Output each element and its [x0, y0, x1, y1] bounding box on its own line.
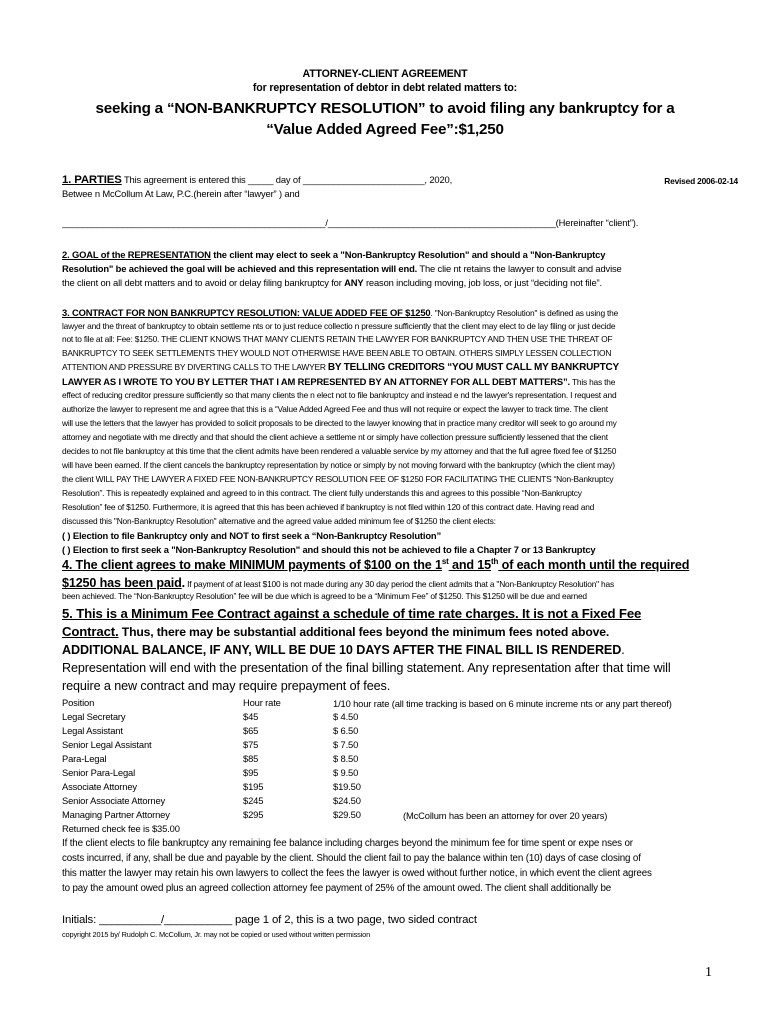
goal-text-3b: reason including moving, job loss, or just “deciding not file”. [363, 277, 602, 288]
rate-row-rate: $245 [243, 795, 264, 806]
closing-line-3: this matter the lawyer may retain his own lawyers to collect the fees the lawyer is owed without further notice, in which event the client agrees [62, 868, 652, 879]
rate-row-position: Legal Secretary [62, 711, 126, 722]
rate-row-position: Para-Legal [62, 753, 107, 764]
closing-line-4: to pay the amount owed plus an agreed collection attorney fee payment of 25% of the amount owed. The client shall additionally be [62, 883, 612, 894]
rate-row-tenth: $ 6.50 [333, 725, 359, 736]
parties-heading: 1. PARTIES [62, 174, 122, 186]
rate-head-note: 1/10 hour rate (all time tracking is based on 6 minute increme nts or any part thereof) [333, 698, 672, 709]
contract-line-6: effect of reducing creditor pressure sufficiently so that many clients the n elect not to file bankruptcy and instead e nd the lawyer's representation. I request and [62, 390, 617, 400]
rate-row-note: (McCollum has been an attorney for over 20 years) [403, 810, 608, 821]
client-name-line: ____________________________________________________/_____________________________________________(Hereinafter “client”). [62, 217, 639, 228]
additional-balance-line [62, 642, 738, 658]
goal-heading: 2. GOAL of the REPRESENTATION [62, 249, 211, 260]
rate-row-position: Senior Associate Attorney [62, 795, 166, 806]
rate-row-rate: $45 [243, 711, 259, 722]
parties-between: Betwee n McCollum At Law, P.C.(herein after “lawyer” ) and [62, 188, 300, 199]
payments-p1e: of each month until the required [498, 558, 690, 572]
headline-line-2: “Value Added Agreed Fee”:$1,250 [266, 121, 504, 138]
rate-row-rate: $195 [243, 781, 264, 792]
rate-row-tenth: $ 7.50 [333, 739, 359, 750]
contract-line-4a: ATTENTION AND PRESSURE BY DIVERTING CALLS TO THE LAWYER [62, 362, 328, 372]
payments-line-3: been achieved. The “Non-Bankruptcy Resolution” fee will be due which is agreed to be a “Minimum Fee” of $1250. This $1250 will be due and earned [62, 591, 587, 601]
rate-head-position: Position [62, 697, 95, 708]
goal-bold-2: Resolution" be achieved the goal will be achieved and this representation will end. [62, 263, 418, 274]
contract-line-10: decides to not file bankruptcy at this time that the client admits have been rendered a valuable service by my attorney and that the full agree fixed fee of $1250 [62, 446, 617, 456]
parties-line [62, 174, 738, 186]
payments-p2a: $1250 has been paid [62, 576, 182, 590]
contract-line-8: will use the letters that the lawyer has provided to solicit proposals to be directed to the lawyer knowing that in practice many creditor will seek to go around my [62, 418, 617, 428]
copyright-notice: copyright 2015 by/ Rudolph C. McCollum, Jr. may not be copied or used without written permission [62, 930, 371, 939]
rate-row-position: Senior Para-Legal [62, 767, 136, 778]
minimum-fee-heading-2 [62, 624, 738, 640]
rate-head-rate: Hour rate [243, 697, 281, 708]
rate-row-tenth: $29.50 [333, 809, 361, 820]
contract-line-3: BANKRUPTCY TO SEEK SETTLEMENTS THEY WOULD NOT OTHERWISE HAVE BEEN ABLE TO OBTAIN. OTHERS SIMPLY LESSEN COLLECTION [62, 348, 612, 358]
initials-line[interactable]: Initials: __________/___________ page 1 of 2, this is a two page, two sided contract [62, 914, 477, 926]
parties-text: This agreement is entered this _____ day of ________________________, 2020, [121, 174, 453, 185]
rate-row-tenth: $ 8.50 [333, 753, 359, 764]
contract-line-2: not to file at all: Fee: $1250. THE CLIENT KNOWS THAT MANY CLIENTS RETAIN THE LAWYER FOR BANKRUPTCY AND THEN USE THE THREAT OF [62, 334, 613, 344]
contract-line-5a: LAWYER AS I WROTE TO YOU BY LETTER THAT I AM REPRESENTED BY AN ATTORNEY FOR ALL DEBT MATTERS”. [62, 376, 570, 387]
payments-p1a: 4. The client agrees to make [62, 558, 230, 572]
contract-line-13: Resolution”. This is repeatedly explained and agreed to in this contract. The client fully understands this and agrees to this possible “Non-Bankruptcy [62, 488, 582, 498]
minimum-contract: Contract. [62, 624, 119, 639]
goal-line-2 [62, 263, 738, 275]
representation-end-1: Representation will end with the presentation of the final billing statement. Any representation after that time will [62, 661, 671, 675]
goal-bold-1: the client may elect to seek a "Non-Bankruptcy Resolution" and should a "Non-Bankruptcy [210, 249, 606, 260]
closing-line-2: costs incurred, if any, shall be due and payable by the client. Should the client fail to pay the balance within ten (10) days of case closing of [62, 853, 641, 864]
agreement-title: ATTORNEY-CLIENT AGREEMENT [302, 68, 468, 80]
contract-line-14: Resolution” fee of $1250. Furthermore, it is agreed that this has been achieved if bankruptcy is not filed within 120 of this contract date. Having read and [62, 502, 595, 512]
rate-row-tenth: $ 4.50 [333, 711, 359, 722]
rate-row-position: Senior Legal Assistant [62, 739, 152, 750]
returned-check-fee: Returned check fee is $35.00 [62, 823, 180, 834]
payments-minimum: MINIMUM [229, 558, 285, 572]
contract-line-4b: BY TELLING CREDITORS “YOU MUST CALL MY BANKRUPTCY [327, 362, 620, 373]
rate-row-tenth: $ 9.50 [333, 767, 359, 778]
goal-line-3 [62, 277, 738, 289]
rate-row-rate: $95 [243, 767, 259, 778]
rate-row-rate: $75 [243, 739, 259, 750]
additional-balance: ADDITIONAL BALANCE, IF ANY, WILL BE DUE 10 DAYS AFTER THE FINAL BILL IS RENDERED [62, 643, 622, 657]
payments-st: st [441, 557, 449, 566]
election-bankruptcy-only[interactable]: ( ) Election to file Bankruptcy only and NOT to first seek a “Non-Bankruptcy Resolution” [62, 530, 442, 541]
closing-line-1: If the client elects to file bankruptcy any remaining fee balance including charges beyond the minimum fee for time spent or expe nses or [62, 838, 633, 849]
additional-balance-dot: . [621, 643, 625, 657]
contract-line-15: discussed this "Non-Bankruptcy Resolution" alternative and the agreed value added minimum fee of $1250 the client elects: [62, 516, 496, 526]
contract-line-11: will have been earned. If the client cancels the bankruptcy representation by notice or simply by not moving forward with the bankruptcy (which the client may) [62, 460, 615, 470]
goal-text-2: The clie nt retains the lawyer to consult and advise [417, 263, 622, 274]
contract-line-5 [62, 376, 738, 388]
agreement-subtitle: for representation of debtor in debt related matters to: [252, 82, 518, 94]
payments-th: th [491, 557, 499, 566]
contract-line-7: authorize the lawyer to represent me and agree that this is a “Value Added Agreed Fee and thus will not require or expect the lawyer to track time. The client [62, 404, 608, 414]
payments-p2c: If payment of at least $100 is not made during any 30 day period the client admits that a "Non-Bankruptcy Resolution" has [185, 579, 614, 589]
contract-line-12: the client WILL PAY THE LAWYER A FIXED FEE NON-BANKRUPTCY RESOLUTION FEE OF $1250 FOR FACILITATING THE CLIENTS “Non-Bankruptcy [62, 474, 614, 484]
contract-line-4 [62, 362, 738, 373]
minimum-fee-heading-1: 5. This is a Minimum Fee Contract against a schedule of time rate charges. It is not a Fixed Fee [62, 606, 642, 621]
rate-row-tenth: $24.50 [333, 795, 361, 806]
rate-row-tenth: $19.50 [333, 781, 361, 792]
representation-end-2: require a new contract and may require prepayment of fees. [62, 679, 391, 693]
rate-row-rate: $85 [243, 753, 259, 764]
headline-line-1: seeking a “NON-BANKRUPTCY RESOLUTION” to avoid filing any bankruptcy for a [95, 100, 675, 117]
rate-row-rate: $65 [243, 725, 259, 736]
goal-line-1 [62, 249, 738, 261]
contract-line-1: lawyer and the threat of bankruptcy to obtain settleme nts or to just reduce collectio n pressure sufficiently that the client may elect to de lay filing or just decide [62, 321, 616, 331]
payments-p1c: payments of $100 on the 1 [284, 558, 442, 572]
goal-any: ANY [344, 277, 364, 288]
contract-line-9: attorney and negotiate with me directly and that should the client achieve a settleme nt or simply have collection pressure sufficiently lessened that the client [62, 432, 608, 442]
payments-p2b: . [181, 576, 186, 590]
payments-line-1 [62, 557, 738, 573]
contract-line-5b: This has the [569, 377, 616, 387]
contract-heading: 3. CONTRACT FOR NON BANKRUPTCY RESOLUTION: VALUE ADDED FEE OF $1250 [62, 307, 431, 318]
contract-heading-tail: . "Non-Bankruptcy Resolution" is defined as using the [430, 308, 619, 318]
page-number: 1 [705, 965, 712, 980]
rate-row-position: Managing Partner Attorney [62, 809, 170, 820]
payments-line-2 [62, 576, 738, 591]
election-non-bankruptcy-first[interactable]: ( ) Election to first seek a "Non-Bankruptcy Resolution" and should this not be achieved to file a Chapter 7 or 13 Bankruptcy [62, 544, 596, 555]
goal-text-3a: the client on all debt matters and to avoid or delay filing bankruptcy for [62, 277, 345, 288]
minimum-h2b: Thus, there may be substantial additional fees beyond the minimum fees noted above. [118, 625, 610, 639]
contract-heading-line [62, 307, 738, 319]
rate-row-position: Legal Assistant [62, 725, 123, 736]
payments-p1d: and 15 [448, 558, 492, 572]
revised-date: Revised 2006-02-14 [664, 176, 738, 186]
rate-row-position: Associate Attorney [62, 781, 137, 792]
rate-row-rate: $295 [243, 809, 264, 820]
